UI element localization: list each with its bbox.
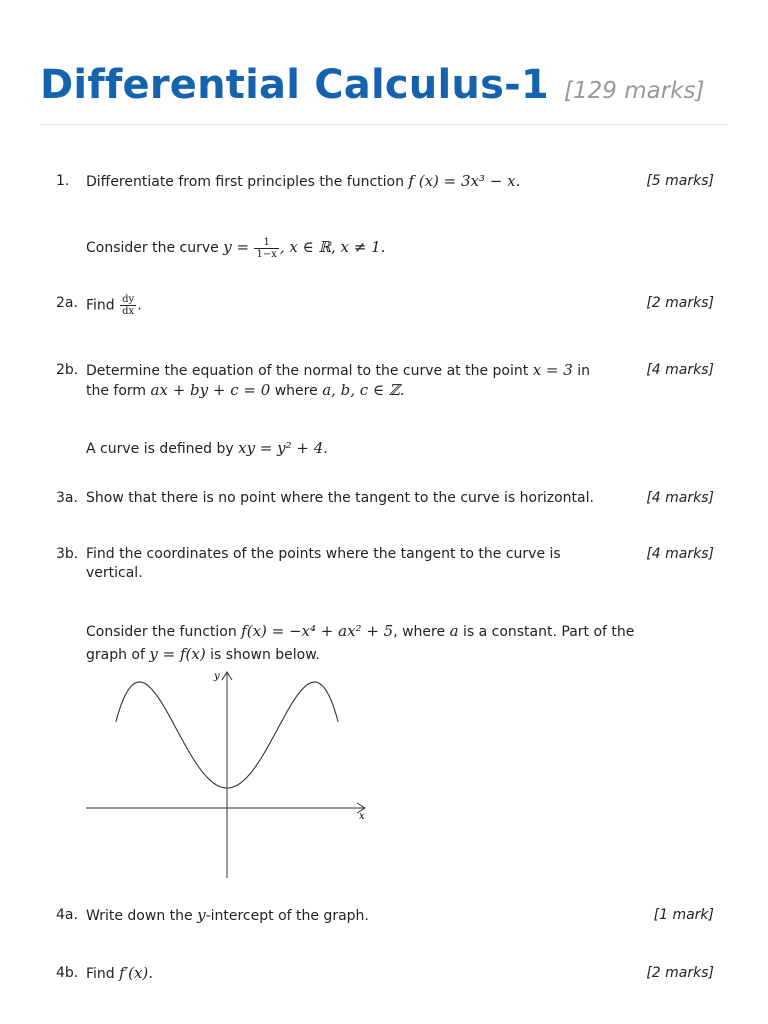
question-marks: [4 marks]: [646, 546, 714, 562]
stem-curve-2: Consider the curve y = $\frac{1}{1-x}$ , x ∈ ℝ, x ≠ 1.: [86, 236, 386, 260]
question-number: 1.: [56, 173, 70, 189]
page-header: [40, 62, 728, 108]
question-text: Write down the y-intercept of the graph.: [86, 906, 369, 924]
header-divider: [40, 124, 728, 125]
question-number: 2a.: [56, 295, 78, 311]
math-expression: f (x) = 3x³ − x.: [408, 172, 521, 190]
x-axis-label: x: [359, 811, 365, 822]
stem-function-4: Consider the function f(x) = −x⁴ + ax² + 5, where a is a constant. Part of the graph of y = f(x) is shown below.: [86, 622, 635, 663]
question-number: 4b.: [56, 965, 79, 981]
question-marks: [4 marks]: [646, 362, 714, 378]
question-number: 3a.: [56, 490, 78, 506]
question-text: Differentiate from first principles the function f (x) = 3x³ − x.: [86, 172, 521, 190]
question-text: Show that there is no point where the tangent to the curve is horizontal.: [86, 490, 594, 506]
y-axis-label: y: [214, 671, 220, 682]
question-text: Find $\frac{dy}{dx}$ .: [86, 294, 142, 317]
question-3b: [56, 545, 716, 583]
question-marks: [1 mark]: [653, 907, 714, 923]
question-text: Find f′(x).: [86, 964, 154, 982]
fraction: $\frac{dy}{dx}$: [122, 294, 135, 317]
question-marks: [2 marks]: [646, 295, 714, 311]
question-4a: [56, 906, 716, 926]
function-graph: [80, 668, 380, 880]
question-marks: [4 marks]: [646, 490, 714, 506]
question-2b: [56, 361, 716, 401]
question-text: Find the coordinates of the points where the tangent to the curve is vertical.: [86, 546, 561, 581]
stem-curve-3: A curve is defined by xy = y² + 4.: [86, 439, 329, 457]
question-marks: [5 marks]: [646, 173, 714, 189]
question-number: 2b.: [56, 362, 79, 378]
question-4b: [56, 964, 716, 984]
total-marks: [129 marks]: [564, 78, 705, 104]
fraction: $\frac{1}{1-x}$: [256, 236, 277, 260]
page-title: Differential Calculus-1: [40, 62, 549, 108]
question-2a: [56, 294, 716, 317]
question-number: 3b.: [56, 546, 79, 562]
question-1: [56, 172, 716, 192]
question-marks: [2 marks]: [646, 965, 714, 981]
question-3a: [56, 489, 716, 508]
question-number: 4a.: [56, 907, 78, 923]
question-text: Determine the equation of the normal to the curve at the point x = 3 in the form ax + by + c = 0 where a, b, c ∈ ℤ.: [86, 361, 591, 399]
